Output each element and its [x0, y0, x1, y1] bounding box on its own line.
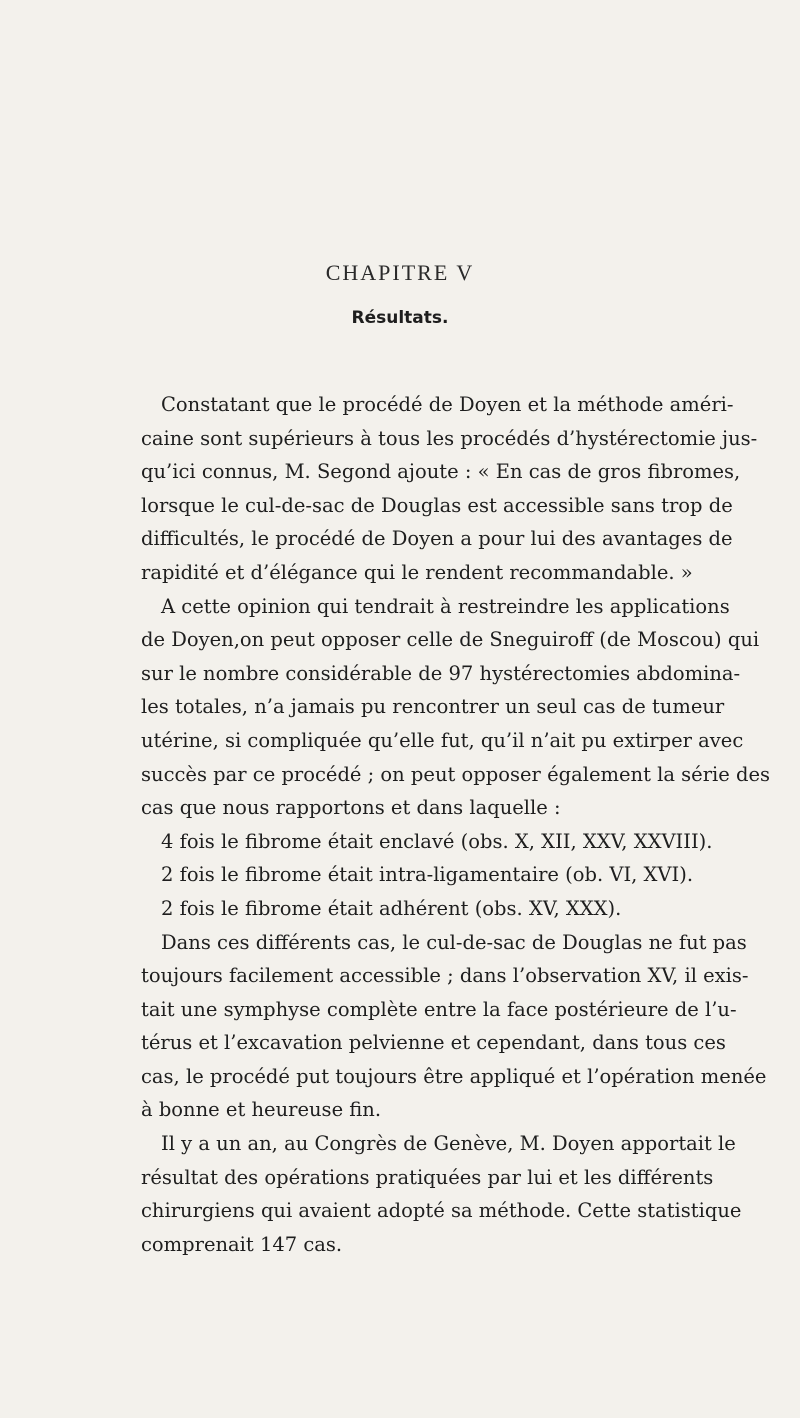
- text-line: Constatant que le procédé de Doyen et la méthode améri-: [161, 393, 734, 416]
- text-line: 2 fois le fibrome était adhérent (obs. XV, XXX).: [161, 896, 622, 920]
- text-line: sur le nombre considérable de 97 hystérectomies abdomina-: [141, 661, 741, 685]
- chapter-heading: CHAPITRE V: [325, 260, 475, 285]
- text-line: qu’ici connus, M. Segond ajoute : « En cas de gros fibromes,: [141, 460, 741, 484]
- text-line: les totales, n’a jamais pu rencontrer un seul cas de tumeur: [141, 695, 725, 719]
- text-line: utérine, si compliquée qu’elle fut, qu’il n’ait pu extirper avec: [141, 728, 744, 752]
- text-line: résultat des opérations pratiquées par lui et les différents: [141, 1165, 714, 1189]
- text-line: rapidité et d’élégance qui le rendent recommandable. »: [141, 560, 693, 584]
- text-line: chirurgiens qui avaient adopté sa méthode. Cette statistique: [141, 1199, 742, 1223]
- text-line: succès par ce procédé ; on peut opposer également la série des: [141, 762, 771, 786]
- text-line: tait une symphyse complète entre la face postérieure de l’u-: [141, 997, 737, 1021]
- body-text: [141, 388, 771, 1261]
- text-line: difficultés, le procédé de Doyen a pour lui des avantages de: [141, 527, 733, 551]
- text-line: lorsque le cul-de-sac de Douglas est accessible sans trop de: [141, 493, 733, 517]
- text-line: Il y a un an, au Congrès de Genève, M. Doyen apportait le: [161, 1132, 736, 1156]
- text-line: 2 fois le fibrome était intra-ligamentaire (ob. VI, XVI).: [161, 863, 694, 887]
- text-line: à bonne et heureuse fin.: [141, 1098, 382, 1122]
- text-line: 4 fois le fibrome était enclavé (obs. X, XII, XXV, XXVIII).: [161, 829, 713, 853]
- text-line: térus et l’excavation pelvienne et cependant, dans tous ces: [141, 1031, 726, 1055]
- text-line: comprenait 147 cas.: [141, 1232, 343, 1256]
- text-line: cas, le procédé put toujours être appliqué et l’opération menée: [141, 1064, 767, 1088]
- text-line: caine sont supérieurs à tous les procédés d’hystérectomie jus-: [141, 426, 758, 450]
- section-title: Résultats.: [351, 308, 449, 328]
- text-line: de Doyen,on peut opposer celle de Sneguiroff (de Moscou) qui: [141, 628, 760, 652]
- text-line: toujours facilement accessible ; dans l’observation XV, il exis-: [141, 964, 749, 988]
- text-line: A cette opinion qui tendrait à restreindre les applications: [161, 594, 730, 618]
- text-line: cas que nous rapportons et dans laquelle :: [141, 796, 561, 820]
- text-line: Dans ces différents cas, le cul-de-sac de Douglas ne fut pas: [161, 930, 747, 954]
